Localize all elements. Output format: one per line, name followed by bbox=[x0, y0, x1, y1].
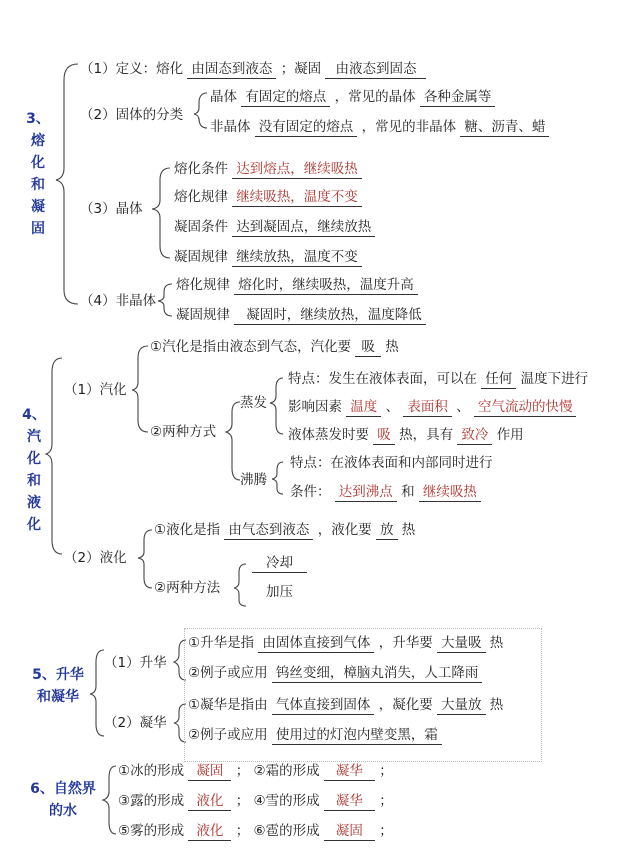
definition-mid: ，液化要 bbox=[317, 522, 372, 538]
water-row-1 bbox=[118, 762, 393, 781]
evaporation-factors bbox=[288, 398, 576, 417]
amorphous-heading: （4）非晶体 bbox=[80, 293, 157, 309]
cooling-text: 液体蒸发时要 bbox=[288, 427, 369, 443]
crystal-heading: （3）晶体 bbox=[80, 201, 143, 217]
separator: ； bbox=[379, 823, 393, 839]
separator: 、 bbox=[385, 399, 400, 415]
factor-temperature: 温度 bbox=[346, 398, 381, 417]
section-5-heading bbox=[28, 664, 92, 708]
row-value: 熔化时，继续吸热，温度升高 bbox=[234, 276, 418, 295]
deposition-label: （2）凝华 bbox=[104, 715, 167, 731]
crystal-melt-condition bbox=[174, 160, 362, 179]
boiling-label: 沸腾 bbox=[240, 472, 267, 488]
example-blank: 钨丝变细，樟脑丸消失，人工降雨 bbox=[272, 664, 483, 683]
water-row-2 bbox=[118, 792, 393, 811]
example-blank: 使用过的灯泡内壁变黑，霜 bbox=[272, 726, 442, 745]
amorphous-melt-rule bbox=[176, 276, 418, 295]
definition-text: ①汽化是指由液态到气态，汽化要 bbox=[150, 339, 352, 355]
sublimation-definition bbox=[188, 634, 503, 653]
definition-blank: 由固体直接到气体 bbox=[258, 634, 374, 653]
boiling-feature: 特点：在液体表面和内部同时进行 bbox=[290, 455, 493, 471]
crystal-property: 有固定的熔点 bbox=[241, 88, 330, 107]
separator: ； bbox=[235, 793, 250, 809]
amorphous-row bbox=[210, 118, 549, 137]
cooling-method: 冷却 bbox=[252, 554, 307, 573]
section-5-title: 5、升华和凝华 bbox=[32, 667, 84, 705]
amorphous-example: 糖、沥青、蜡 bbox=[460, 118, 549, 137]
release-blank: 放 bbox=[376, 521, 398, 540]
condition-label: 条件： bbox=[290, 484, 331, 500]
boiling-point-blank: 达到沸点 bbox=[335, 483, 397, 502]
amorphous-example-label: ，常见的非晶体 bbox=[361, 119, 457, 135]
definition-text: ①液化是指 bbox=[154, 522, 221, 538]
row-key: 熔化规律 bbox=[176, 277, 230, 293]
solidifying-definition: 由液态到固态 bbox=[325, 60, 426, 79]
two-ways-label: ②两种方式 bbox=[150, 424, 217, 440]
section-6-heading bbox=[28, 778, 100, 822]
crystal-example-label: ，常见的晶体 bbox=[334, 89, 416, 105]
absorb-blank: 吸 bbox=[373, 426, 395, 445]
row-value: 凝固时，继续放热，温度降低 bbox=[234, 306, 426, 325]
definition-mid: ，凝化要 bbox=[378, 697, 433, 713]
crystal-row bbox=[210, 88, 495, 107]
amorphous-property: 没有固定的熔点 bbox=[255, 118, 358, 137]
section-3-title: 3、熔化和凝固 bbox=[26, 111, 50, 237]
row-key: 凝固规律 bbox=[174, 249, 228, 265]
definition-blank: 气体直接到固体 bbox=[272, 696, 375, 715]
row-value: 达到熔点，继续吸热 bbox=[232, 160, 362, 179]
crystal-solidify-condition bbox=[174, 218, 375, 237]
melt-definition-row bbox=[80, 60, 426, 79]
definition-label: （1）定义：熔化 bbox=[80, 61, 184, 77]
boiling-condition bbox=[290, 483, 481, 502]
vaporization-label: （1）汽化 bbox=[64, 382, 127, 398]
row-key: 凝固规律 bbox=[176, 307, 230, 323]
formation-answer: 凝固 bbox=[324, 822, 375, 841]
separator: ； bbox=[235, 763, 250, 779]
section-3-heading bbox=[26, 108, 50, 240]
row-key: 熔化规律 bbox=[174, 189, 228, 205]
separator: 、 bbox=[456, 399, 470, 415]
evaporation-label: 蒸发 bbox=[240, 395, 267, 411]
section-6-title: 6、自然界的水 bbox=[30, 781, 96, 819]
cooling-blank: 致冷 bbox=[457, 426, 492, 445]
cooling-mid: 热，具有 bbox=[399, 427, 454, 443]
formation-label: ⑤雾的形成 bbox=[118, 823, 185, 839]
heat-label: 热 bbox=[489, 635, 504, 651]
row-key: 熔化条件 bbox=[174, 161, 228, 177]
formation-answer: 液化 bbox=[188, 792, 231, 811]
definition-mid: ，升华要 bbox=[378, 635, 433, 651]
definition-text: ①凝华是指由 bbox=[188, 697, 268, 713]
formation-answer: 凝华 bbox=[324, 792, 375, 811]
formation-label: ③露的形成 bbox=[118, 793, 185, 809]
separator: ； bbox=[235, 823, 250, 839]
row-value: 继续放热，温度不变 bbox=[232, 248, 362, 267]
absorb-blank: 吸 bbox=[355, 338, 381, 357]
crystal-solidify-rule bbox=[174, 248, 362, 267]
liquefaction-definition bbox=[154, 521, 415, 540]
amorphous-solidify-rule bbox=[176, 306, 426, 325]
crystal-example: 各种金属等 bbox=[420, 88, 496, 107]
feature-text: 特点：发生在液体表面，可以在 bbox=[288, 371, 477, 387]
two-methods-label: ②两种方法 bbox=[154, 580, 221, 596]
release-blank: 大量放 bbox=[437, 696, 486, 715]
formation-label: ⑥雹的形成 bbox=[253, 823, 320, 839]
compression-method: 加压 bbox=[266, 584, 293, 600]
cooling-suffix: 作用 bbox=[496, 427, 524, 443]
formation-answer: 液化 bbox=[188, 822, 231, 841]
sublimation-label: （1）升华 bbox=[104, 655, 167, 671]
factor-surface-area: 表面积 bbox=[403, 398, 452, 417]
formation-label: ②霜的形成 bbox=[253, 763, 320, 779]
separator: ； bbox=[379, 763, 393, 779]
liquefaction-label: （2）液化 bbox=[64, 550, 127, 566]
formation-answer: 凝华 bbox=[324, 762, 375, 781]
definition-blank: 由气态到液态 bbox=[224, 521, 313, 540]
amorphous-label: 非晶体 bbox=[210, 119, 251, 135]
vaporization-definition bbox=[150, 338, 399, 357]
method-cooling bbox=[252, 554, 307, 573]
evaporation-cooling bbox=[288, 426, 524, 445]
any-temperature-blank: 任何 bbox=[481, 370, 516, 389]
absorb-blank: 大量吸 bbox=[437, 634, 486, 653]
formation-answer: 凝固 bbox=[188, 762, 231, 781]
section-4-title: 4、汽化和液化 bbox=[22, 407, 46, 533]
sublimation-examples bbox=[188, 664, 482, 683]
feature-suffix: 温度下进行 bbox=[520, 371, 589, 387]
water-row-3 bbox=[118, 822, 393, 841]
row-key: 凝固条件 bbox=[174, 219, 228, 235]
factor-airflow: 空气流动的快慢 bbox=[474, 398, 577, 417]
heat-label: 热 bbox=[385, 339, 399, 355]
solidify-label: ；凝固 bbox=[280, 61, 322, 77]
example-label: ②例子或应用 bbox=[188, 727, 268, 743]
definition-text: ①升华是指 bbox=[188, 635, 255, 651]
deposition-examples bbox=[188, 726, 442, 745]
and-label: 和 bbox=[401, 484, 415, 500]
heat-label: 热 bbox=[489, 697, 504, 713]
crystal-melt-rule bbox=[174, 188, 362, 207]
deposition-definition bbox=[188, 696, 503, 715]
row-value: 达到凝固点，继续放热 bbox=[232, 218, 375, 237]
keep-absorbing-blank: 继续吸热 bbox=[419, 483, 481, 502]
evaporation-feature bbox=[288, 370, 588, 389]
example-label: ②例子或应用 bbox=[188, 665, 268, 681]
crystal-label: 晶体 bbox=[210, 89, 237, 105]
melting-definition: 由固态到液态 bbox=[187, 60, 276, 79]
formation-label: ①冰的形成 bbox=[118, 763, 185, 779]
factors-label: 影响因素 bbox=[288, 399, 342, 415]
separator: ； bbox=[379, 793, 393, 809]
solid-classification-label: （2）固体的分类 bbox=[80, 107, 184, 123]
heat-label: 热 bbox=[401, 522, 416, 538]
section-4-heading bbox=[22, 404, 46, 536]
row-value: 继续吸热，温度不变 bbox=[232, 188, 362, 207]
formation-label: ④雪的形成 bbox=[253, 793, 320, 809]
